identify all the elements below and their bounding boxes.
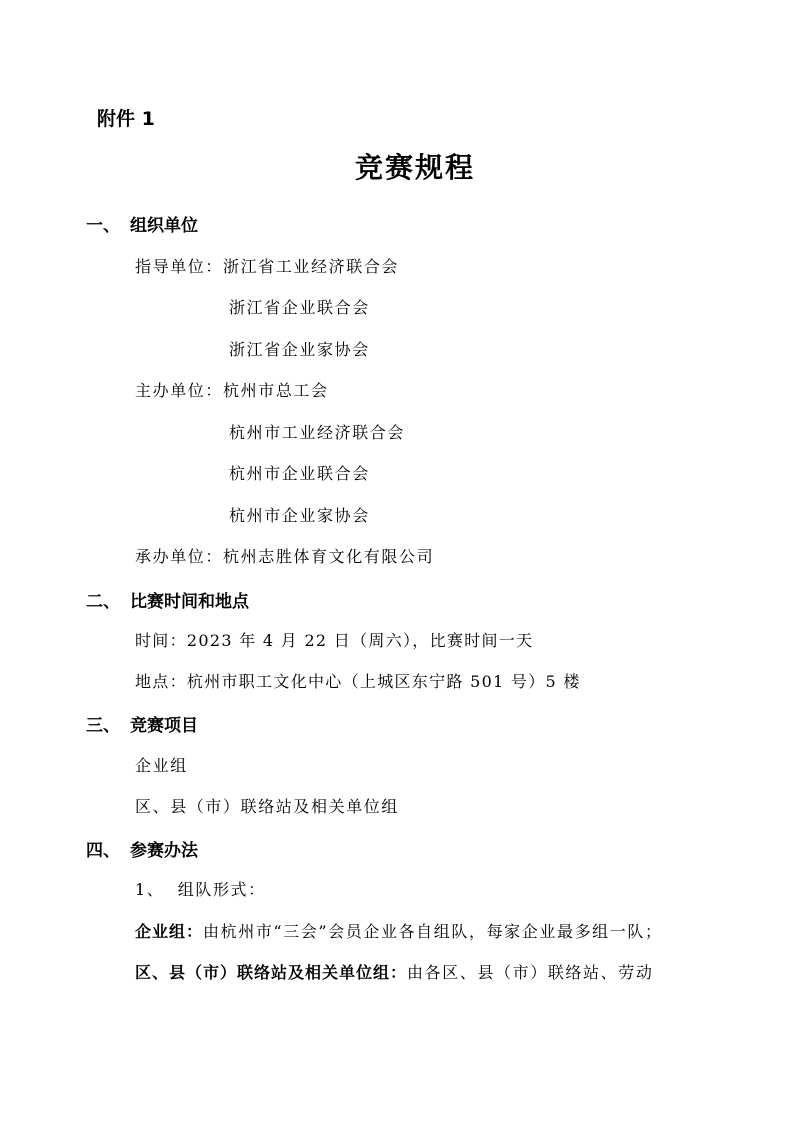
section-heading-3	[86, 711, 198, 736]
section-number: 四、	[86, 841, 120, 861]
guide-unit: 浙江省企业家协会	[229, 340, 370, 359]
event-time: 时间：2023 年 4 月 22 日（周六），比赛时间一天	[135, 631, 534, 650]
host-unit: 杭州市总工会	[223, 381, 329, 400]
district-group-label: 区、县（市）联络站及相关单位组：	[135, 963, 408, 982]
section-title: 比赛时间和地点	[130, 592, 249, 612]
attachment-label: 附件 1	[97, 108, 155, 130]
document-title: 竞赛规程	[354, 151, 475, 184]
event-place: 地点：杭州市职工文化中心（上城区东宁路 501 号）5 楼	[135, 672, 581, 691]
section-number: 二、	[86, 592, 120, 612]
host-label: 主办单位：	[135, 381, 224, 400]
section-heading-1	[86, 211, 198, 236]
section-title: 参赛办法	[130, 841, 198, 861]
section-title: 组织单位	[130, 216, 198, 236]
competition-item: 企业组	[135, 756, 188, 775]
competition-item: 区、县（市）联络站及相关单位组	[135, 797, 400, 816]
host-unit: 杭州市企业联合会	[229, 464, 370, 483]
guide-label: 指导单位：	[135, 257, 224, 276]
organizer-row	[135, 544, 434, 567]
district-group-text: 由各区、县（市）联络站、劳动	[407, 963, 654, 982]
section-heading-4	[86, 836, 198, 861]
enterprise-group-text: 由杭州市“三会”会员企业各自组队，每家企业最多组一队；	[203, 922, 663, 941]
subsection-team-form: 1、 组队形式：	[135, 880, 266, 899]
section-heading-2	[86, 587, 249, 612]
organizer-label: 承办单位：	[135, 547, 224, 566]
section-title: 竞赛项目	[130, 716, 198, 736]
section-number: 三、	[86, 716, 120, 736]
district-group-rule	[135, 960, 653, 983]
host-units-row	[135, 378, 329, 401]
host-unit: 杭州市工业经济联合会	[229, 423, 406, 442]
section-number: 一、	[86, 216, 120, 236]
organizer-unit: 杭州志胜体育文化有限公司	[223, 547, 435, 566]
enterprise-group-label: 企业组：	[135, 922, 204, 941]
enterprise-group-rule	[135, 919, 663, 942]
guide-units-row	[135, 254, 399, 277]
host-unit: 杭州市企业家协会	[229, 506, 370, 525]
guide-unit: 浙江省工业经济联合会	[223, 257, 400, 276]
guide-unit: 浙江省企业联合会	[229, 298, 370, 317]
